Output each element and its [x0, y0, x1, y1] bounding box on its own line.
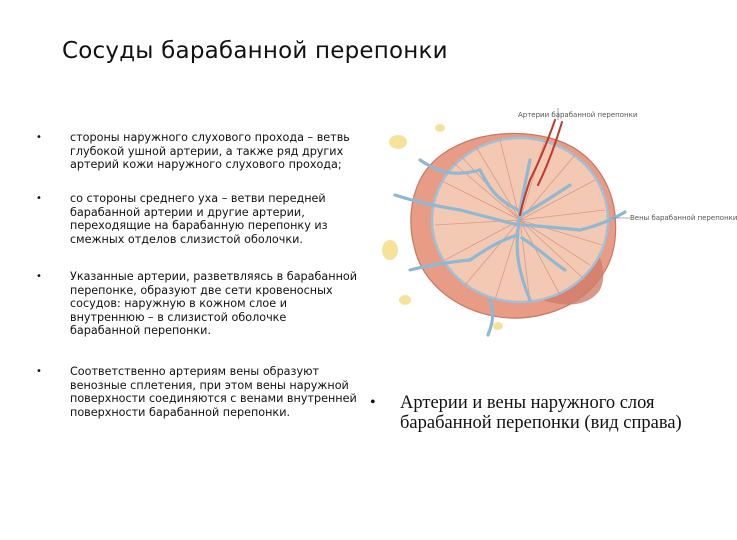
- bullet-text: со стороны среднего уха – ветви передней барабанной артерии и другие артерии, переходящие на барабанную перепонку из смежных отделов слизистой оболочки.: [70, 192, 328, 246]
- bullet-text: стороны наружного слухового прохода – ветвь глубокой ушной артерии, а также ряд других артерий кожи наружного слухового прохода;: [70, 131, 350, 172]
- bullet-dot: •: [36, 271, 42, 282]
- caption-bullet-dot: •: [370, 394, 376, 411]
- bullet-dot: •: [36, 193, 42, 204]
- label-arteries: Артерии барабанной перепонки: [518, 111, 638, 119]
- bullet-dot: •: [36, 132, 42, 143]
- caption-text: Артерии и вены наружного слоя барабанной перепонки (вид справа): [400, 393, 682, 433]
- bg-spot: [382, 240, 398, 260]
- bullet-dot: •: [36, 366, 42, 377]
- eardrum-illustration: [380, 100, 737, 340]
- bullet-text: Соответственно артериям вены образуют венозные сплетения, при этом вены наружной поверхности соединяются с венами внутренней поверхности барабанной перепонки.: [70, 365, 357, 419]
- bg-spot: [389, 135, 407, 149]
- label-veins: Вены барабанной перепонки: [630, 214, 737, 222]
- bullet-text: Указанные артерии, разветвляясь в барабанной перепонке, образуют две сети кровеносных сосудов: наружную в кожном слое и внутреннюю – в слизистой оболочке барабанной перепонки.: [70, 270, 358, 338]
- bg-spot: [399, 295, 411, 305]
- slide-title: Сосуды барабанной перепонки: [62, 38, 448, 64]
- bg-spot: [493, 322, 503, 330]
- bg-spot: [435, 124, 445, 132]
